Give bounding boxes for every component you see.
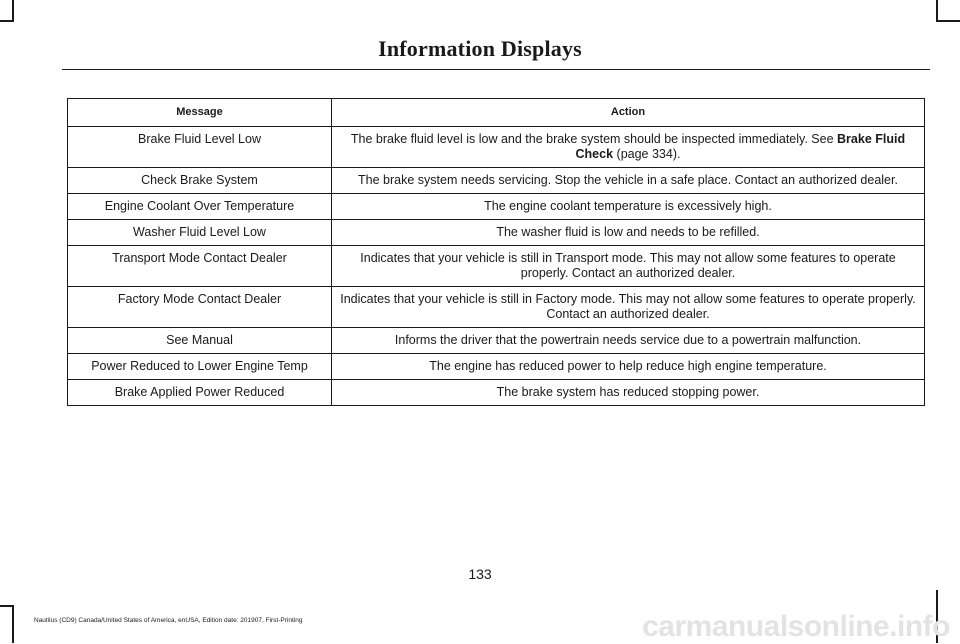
edition-footer: Nautilus (CD9) Canada/United States of America, enUSA, Edition date: 201907, First-Printing bbox=[34, 617, 303, 624]
action-cell: Indicates that your vehicle is still in Transport mode. This may not allow some features to operate properly. Contact an authorized dealer. bbox=[332, 246, 925, 287]
crop-mark bbox=[12, 605, 14, 643]
crop-mark bbox=[936, 20, 960, 22]
table-header-row bbox=[68, 99, 925, 127]
message-cell: Check Brake System bbox=[68, 168, 332, 194]
page-title: Information Displays bbox=[378, 36, 582, 61]
message-cell: Washer Fluid Level Low bbox=[68, 220, 332, 246]
page-number: 133 bbox=[468, 566, 492, 582]
page-reference: (page 334). bbox=[616, 147, 681, 161]
table-row bbox=[68, 168, 925, 194]
action-text: The brake fluid level is low and the brake system should be inspected immediately. See bbox=[350, 132, 834, 146]
column-header-action: Action bbox=[332, 99, 925, 127]
title-rule bbox=[62, 69, 930, 70]
action-cell bbox=[332, 127, 925, 168]
cross-reference-link[interactable]: Brake Fluid Check bbox=[575, 132, 906, 161]
message-cell: See Manual bbox=[68, 328, 332, 354]
action-cell: The brake system has reduced stopping power. bbox=[332, 380, 925, 406]
message-cell: Engine Coolant Over Temperature bbox=[68, 194, 332, 220]
crop-mark bbox=[12, 0, 14, 22]
table-row bbox=[68, 287, 925, 328]
message-cell: Factory Mode Contact Dealer bbox=[68, 287, 332, 328]
action-cell: The engine coolant temperature is excessively high. bbox=[332, 194, 925, 220]
watermark-logo: carmanualsonline.info bbox=[642, 610, 950, 643]
table-row bbox=[68, 354, 925, 380]
message-cell: Brake Fluid Level Low bbox=[68, 127, 332, 168]
table-row bbox=[68, 220, 925, 246]
message-cell: Power Reduced to Lower Engine Temp bbox=[68, 354, 332, 380]
table-row bbox=[68, 194, 925, 220]
table-row bbox=[68, 127, 925, 168]
message-cell: Transport Mode Contact Dealer bbox=[68, 246, 332, 287]
column-header-message: Message bbox=[68, 99, 332, 127]
table-row bbox=[68, 328, 925, 354]
crop-mark bbox=[0, 20, 14, 22]
table-row bbox=[68, 380, 925, 406]
messages-table bbox=[67, 98, 925, 406]
table-row bbox=[68, 246, 925, 287]
action-cell: The washer fluid is low and needs to be refilled. bbox=[332, 220, 925, 246]
action-cell: The brake system needs servicing. Stop the vehicle in a safe place. Contact an authorized dealer. bbox=[332, 168, 925, 194]
action-cell: The engine has reduced power to help reduce high engine temperature. bbox=[332, 354, 925, 380]
action-cell: Informs the driver that the powertrain needs service due to a powertrain malfunction. bbox=[332, 328, 925, 354]
crop-mark bbox=[936, 0, 938, 22]
crop-mark bbox=[0, 605, 14, 607]
message-cell: Brake Applied Power Reduced bbox=[68, 380, 332, 406]
action-cell: Indicates that your vehicle is still in Factory mode. This may not allow some features to operate properly. Contact an authorized dealer. bbox=[332, 287, 925, 328]
